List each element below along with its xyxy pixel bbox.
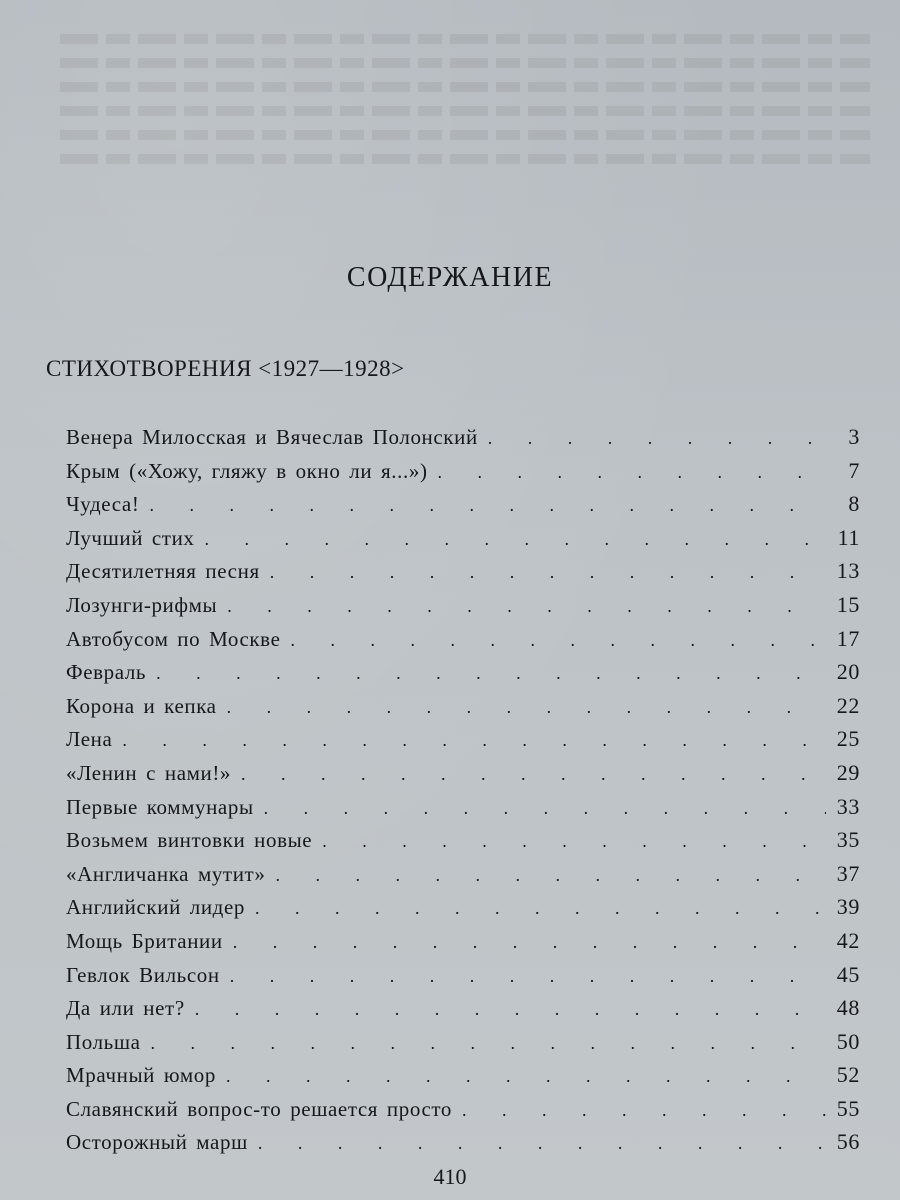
leader-dots	[227, 697, 826, 718]
toc-entry	[66, 894, 860, 928]
toc-entry-title: Лена	[66, 727, 113, 752]
toc-entry	[66, 827, 860, 861]
toc-entry-title: Чудеса!	[66, 492, 140, 517]
toc-entry	[66, 760, 860, 794]
toc-entry-page: 7	[848, 457, 860, 483]
leader-dots	[156, 663, 826, 684]
toc-entry-title: Венера Милосская и Вячеслав Полонский	[66, 425, 478, 449]
toc-entry-title: Мрачный юмор	[66, 1063, 216, 1088]
toc-entry-page: 52	[836, 1062, 860, 1088]
toc-entry-title: Английский лидер	[66, 895, 245, 920]
toc-entry-title: Крым («Хожу, гляжу в окно ли я...»)	[66, 458, 428, 483]
leader-dots	[230, 966, 826, 987]
toc-entry-page: 17	[836, 625, 860, 651]
toc-entry	[66, 794, 860, 828]
toc-entry-title: Осторожный марш	[66, 1130, 248, 1155]
table-of-contents	[66, 424, 860, 1163]
toc-entry-title: Лозунги-рифмы	[66, 592, 218, 617]
bleed-through-text	[60, 20, 870, 240]
section-title: СТИХОТВОРЕНИЯ <1927—1928>	[46, 356, 405, 381]
leader-dots	[264, 798, 826, 819]
toc-entry	[66, 1096, 860, 1130]
toc-entry	[66, 861, 860, 895]
leader-dots	[258, 1133, 826, 1154]
toc-entry-page: 55	[836, 1095, 860, 1121]
leader-dots	[122, 730, 826, 751]
toc-entry-title: Корона и кепка	[66, 693, 217, 718]
toc-entry-page: 13	[836, 558, 860, 584]
toc-entry-title: «Ленин с нами!»	[66, 760, 232, 785]
toc-entry-page: 29	[836, 759, 860, 785]
toc-entry	[66, 525, 860, 559]
leader-dots	[438, 462, 826, 483]
toc-entry-page: 42	[836, 927, 860, 953]
leader-dots	[241, 764, 826, 785]
toc-entry-page: 8	[848, 491, 860, 517]
toc-entry-title: Автобусом по Москве	[66, 626, 281, 651]
toc-entry	[66, 558, 860, 592]
leader-dots	[233, 932, 826, 953]
toc-entry-title: Да или нет?	[66, 996, 185, 1021]
toc-entry-page: 35	[836, 827, 860, 853]
toc-entry-title: Лучший стих	[66, 525, 195, 550]
toc-entry-title: Февраль	[66, 660, 147, 685]
toc-entry-title: Первые коммунары	[66, 794, 254, 819]
toc-entry-title: Гевлок Вильсон	[66, 962, 220, 987]
leader-dots	[255, 898, 826, 919]
leader-dots	[205, 529, 826, 550]
toc-entry	[66, 962, 860, 996]
toc-entry-page: 48	[836, 995, 860, 1021]
leader-dots	[227, 596, 826, 617]
toc-entry-title: Польша	[66, 1029, 141, 1054]
toc-entry	[66, 1062, 860, 1096]
leader-dots	[270, 562, 826, 583]
toc-entry-title: Возьмем винтовки новые	[66, 828, 313, 853]
toc-entry-page: 33	[836, 793, 860, 819]
toc-entry-page: 37	[836, 860, 860, 886]
toc-entry-title: Мощь Британии	[66, 928, 223, 953]
toc-entry-title: «Англичанка мутит»	[66, 861, 266, 886]
leader-dots	[488, 428, 826, 449]
toc-entry-page: 20	[836, 659, 860, 685]
toc-entry-title: Десятилетняя песня	[66, 559, 260, 584]
toc-entry	[66, 592, 860, 626]
toc-entry	[66, 995, 860, 1029]
toc-entry	[66, 693, 860, 727]
toc-entry-page: 39	[836, 894, 860, 920]
leader-dots	[462, 1100, 826, 1121]
toc-entry-page: 45	[836, 961, 860, 987]
toc-entry-page: 11	[837, 524, 860, 550]
toc-entry-page: 3	[848, 424, 860, 449]
toc-entry	[66, 491, 860, 525]
toc-entry	[66, 458, 860, 492]
leader-dots	[195, 999, 826, 1020]
toc-entry-page: 25	[836, 726, 860, 752]
toc-entry	[66, 424, 860, 458]
toc-entry-page: 22	[836, 692, 860, 718]
toc-entry-title: Славянский вопрос-то решается просто	[66, 1096, 452, 1121]
toc-entry	[66, 659, 860, 693]
leader-dots	[322, 831, 826, 852]
leader-dots	[149, 495, 826, 516]
toc-entry-page: 56	[836, 1129, 860, 1155]
page-number: 410	[433, 1164, 467, 1189]
leader-dots	[291, 630, 826, 651]
page-heading: СОДЕРЖАНИЕ	[346, 262, 554, 293]
toc-entry	[66, 928, 860, 962]
leader-dots	[275, 865, 826, 886]
toc-entry-page: 15	[836, 591, 860, 617]
toc-entry	[66, 626, 860, 660]
toc-entry	[66, 1029, 860, 1063]
leader-dots	[226, 1066, 826, 1087]
toc-entry	[66, 1129, 860, 1163]
toc-entry	[66, 726, 860, 760]
toc-entry-page: 50	[836, 1028, 860, 1054]
leader-dots	[151, 1033, 826, 1054]
